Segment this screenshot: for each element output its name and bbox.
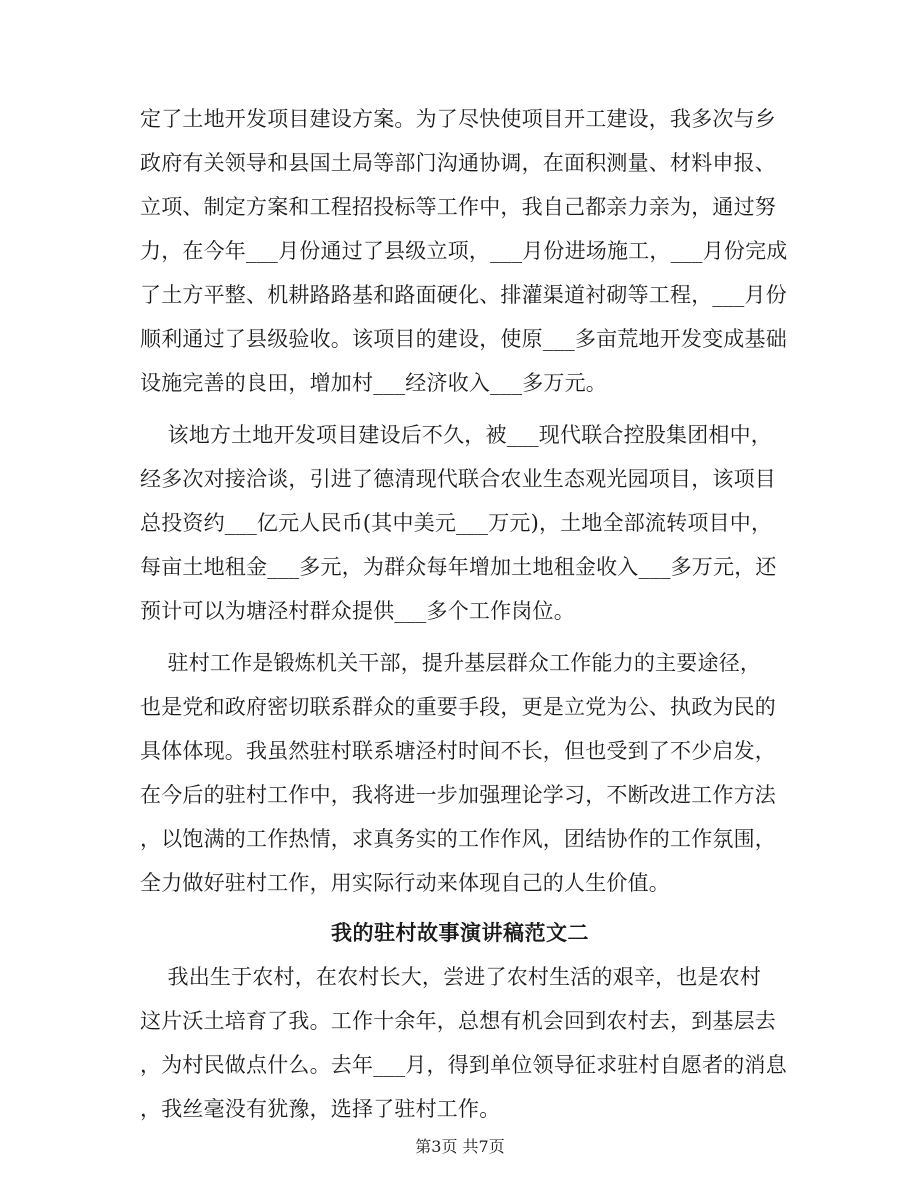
paragraph-line: 政府有关领导和县国土局等部门沟通协调，在面积测量、材料申报、 — [140, 151, 776, 175]
paragraph-line: 总投资约___亿元人民币(其中美元___万元)，土地全部流转项目中， — [140, 511, 773, 535]
paragraph-line: 了土方平整、机耕路路基和路面硬化、排灌渠道衬砌等工程，___月份 — [140, 283, 787, 307]
page-footer: 第3页 共7页 — [415, 1137, 505, 1156]
paragraph-line: ，为村民做点什么。去年___月，得到单位领导征求驻村自愿者的消息 — [140, 1053, 787, 1077]
paragraph-line: 设施完善的良田，增加村___经济收入___多万元。 — [140, 371, 607, 395]
paragraph-line: 顺利通过了县级验收。该项目的建设，使原___多亩荒地开发变成基础 — [140, 327, 787, 351]
paragraph-line: 定了土地开发项目建设方案。为了尽快使项目开工建设，我多次与乡 — [140, 107, 776, 131]
paragraph-line: 该地方土地开发项目建设后不久，被___现代联合控股集团相中， — [140, 423, 772, 447]
paragraph-line: 每亩土地租金___多元，为群众每年增加土地租金收入___多万元，还 — [140, 555, 777, 579]
paragraph-line: 这片沃土培育了我。工作十余年，总想有机会回到农村去，到基层去 — [140, 1009, 776, 1033]
paragraph-line: 也是党和政府密切联系群众的重要手段，更是立党为公、执政为民的 — [140, 695, 776, 719]
paragraph-line: ，我丝毫没有犹豫，选择了驻村工作。 — [140, 1097, 501, 1121]
paragraph-line: 全力做好驻村工作，用实际行动来体现自己的人生价值。 — [140, 871, 670, 895]
paragraph-line: ，以饱满的工作热情，求真务实的工作作风，团结协作的工作氛围， — [140, 827, 776, 851]
paragraph-line: 预计可以为塘泾村群众提供___多个工作岗位。 — [140, 599, 575, 623]
section-title: 我的驻村故事演讲稿范文二 — [331, 920, 589, 945]
paragraph-line: 立项、制定方案和工程招投标等工作中，我自己都亲力亲为，通过努 — [140, 195, 776, 219]
paragraph-line: 我出生于农村，在农村长大，尝进了农村生活的艰辛，也是农村 — [140, 965, 762, 989]
paragraph-line: 力，在今年___月份通过了县级立项，___月份进场施工，___月份完成 — [140, 239, 788, 263]
paragraph-line: 驻村工作是锻炼机关干部，提升基层群众工作能力的主要途径， — [140, 651, 762, 675]
paragraph-line: 经多次对接洽谈，引进了德清现代联合农业生态观光园项目，该项目 — [140, 467, 776, 491]
paragraph-line: 在今后的驻村工作中，我将进一步加强理论学习，不断改进工作方法 — [140, 783, 776, 807]
paragraph-line: 具体体现。我虽然驻村联系塘泾村时间不长，但也受到了不少启发， — [140, 739, 776, 763]
